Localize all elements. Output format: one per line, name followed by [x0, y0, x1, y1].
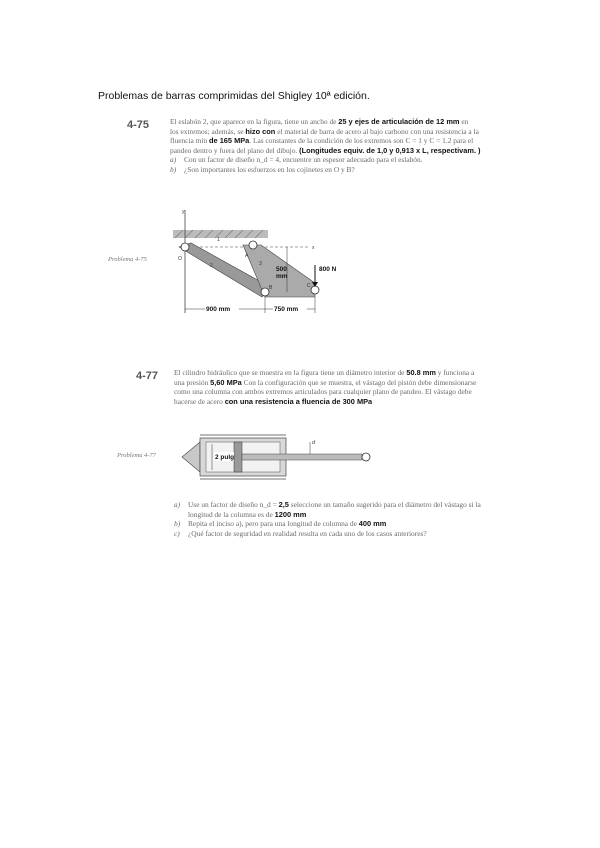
label-b: B: [269, 285, 273, 291]
rod-end-pin: [362, 453, 370, 461]
diameter-label: 2 pulg: [215, 454, 235, 461]
pin-b: [261, 288, 269, 296]
label-a: A: [245, 253, 249, 259]
label-c: C: [307, 283, 311, 289]
p477-line-4: hacerse de acero con una resistencia a fluencia de 300 MPa: [174, 396, 373, 406]
height-unit: mm: [276, 273, 288, 280]
y-axis-label: y: [182, 209, 185, 215]
p475-item-a: a) Con un factor de diseño n_d = 4, encuentre un espesor adecuado para el eslabón.: [170, 155, 423, 165]
pin-a: [249, 241, 257, 249]
p475-line-2: los extremos; además, se hizo con el material de barra de acero al bajo carbono con una resistencia a la: [170, 126, 479, 136]
label-1: 1: [217, 237, 220, 243]
page-heading: Problemas de barras comprimidas del Shigley 10ª edición.: [98, 90, 370, 102]
ceiling-support: [173, 230, 268, 238]
figure-4-77-caption: Problema 4-77: [117, 452, 156, 459]
label-3: 3: [259, 261, 262, 267]
p477-item-b: b) Repita el inciso a), pero para una longitud de columna de 400 mm: [174, 519, 387, 529]
figure-4-77: [178, 432, 378, 482]
label-2: 2: [210, 263, 213, 269]
problem-4-77-number: 4-77: [136, 370, 159, 382]
height-value: 500: [276, 266, 287, 273]
figure-4-75: [165, 205, 345, 325]
load-label: 800 N: [319, 266, 337, 273]
dim-900: 900 mm: [206, 306, 231, 313]
cylinder-end-cap: [182, 442, 200, 472]
piston-rod: [242, 454, 362, 460]
problem-4-75-number: 4-75: [127, 119, 150, 131]
problem-4-77-statement: [174, 368, 544, 406]
p477-item-a-line-2: longitud de la columna es de 1200 mm: [188, 509, 307, 519]
problem-4-77-questions: [174, 500, 544, 538]
p477-line-2: una presión 5,60 MPa Con la configuración que se muestra, el vástago del pistón debe dimensionarse: [174, 377, 477, 387]
p475-line-4: pandeo dentro y fuera del plano del dibujo. (Longitudes equiv. de 1,0 y 0,913 x L, respectivam. ): [170, 145, 481, 155]
label-o: O: [178, 256, 182, 262]
pin-o: [181, 243, 189, 251]
p475-item-b: b) ¿Son importantes los esfuerzos en los cojinetes en O y B?: [170, 164, 355, 174]
p477-item-a-line-1: a) Use un factor de diseño n_d = 2,5 seleccione un tamaño sugerido para el diámetro del vástago si la: [174, 500, 481, 509]
p477-line-3: como una columna con ambos extremos articulados para cualquier plano de pandeo. El vástago debe: [174, 387, 472, 397]
d-label: d: [312, 440, 316, 446]
pin-c: [311, 286, 319, 294]
piston: [234, 442, 242, 472]
x-axis-label: x: [312, 245, 315, 251]
p475-line-3: fluencia mín de 165 MPa. Las constantes de la condición de los extremos son C = 1 y C = 1.2 para el: [170, 136, 474, 146]
figure-4-75-caption: Problema 4-75: [108, 256, 147, 263]
p475-line-1: El eslabón 2, que aparece en la figura, tiene un ancho de 25 y ejes de articulación de 12 mm en: [170, 117, 469, 126]
problem-4-75-statement: [170, 117, 550, 175]
dim-750: 750 mm: [274, 306, 299, 313]
p477-line-1: El cilindro hidráulico que se muestra en la figura tiene un diámetro interior de 50.8 mm y funciona a: [174, 368, 475, 377]
p477-item-c: c) ¿Qué factor de seguridad en realidad resulta en cada uno de los casos anteriores?: [174, 528, 427, 538]
